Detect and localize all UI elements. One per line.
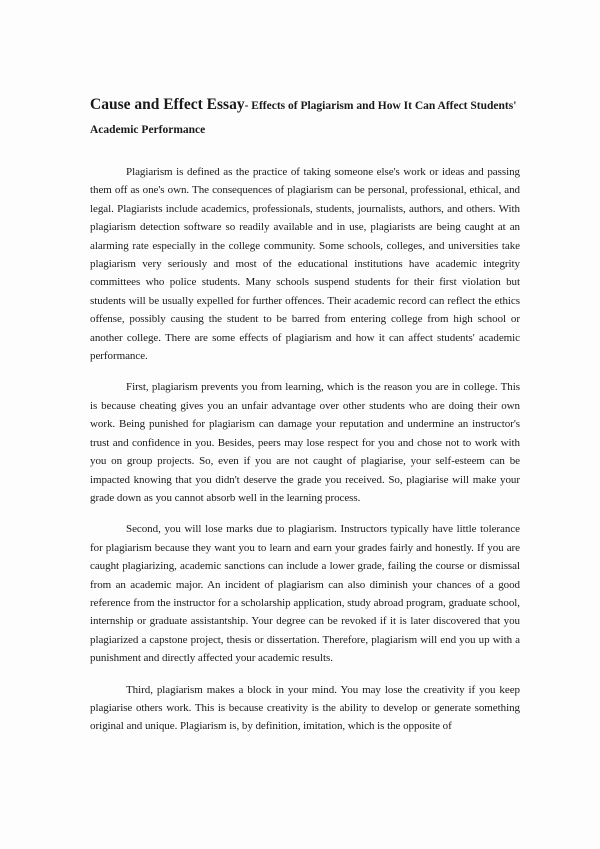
title-subtitle: - Effects of Plagiarism and How It Can Affect Students' [244,100,517,112]
title-main: Cause and Effect Essay [90,96,245,113]
title-subtitle-continued: Academic Performance [90,124,206,136]
paragraph-first-effect: First, plagiarism prevents you from learning, which is the reason you are in college. This is because cheating gives you an unfair advantage over other students who are doing their own work. Being punished for plagiarism can damage your reputation and undermine an instructor's trust and confidence in you. Besides, peers may lose respect for you and chose not to work with you on group projects. So, even if you are not caught of plagiarise, your self-esteem can be impacted knowing that you didn't deserve the grade you received. So, plagiarise will make your grade down as you cannot absorb well in the learning process. [90,381,520,504]
essay-title [90,92,520,143]
paragraph-second-effect: Second, you will lose marks due to plagiarism. Instructors typically have little tolerance for plagiarism because they want you to learn and earn your grades fairly and honestly. If you are caught plagiarizing, academic sanctions can include a lower grade, failing the course or dismissal from an academic major. An incident of plagiarism can also diminish your chances of a good reference from the instructor for a scholarship application, study abroad program, graduate school, internship or graduate assistantship. Your degree can be revoked if it is later discovered that you plagiarized a capstone project, thesis or dissertation. Therefore, plagiarism will end you up with a punishment and directly affected your academic results. [90,523,520,665]
paragraph-introduction: Plagiarism is defined as the practice of taking someone else's work or ideas and passing them off as one's own. The consequences of plagiarism can be personal, professional, ethical, and legal. Plagiarists include academics, professionals, students, journalists, authors, and others. With plagiarism detection software so readily available and in use, plagiarists are being caught at an alarming rate especially in the college community. Some schools, colleges, and universities take plagiarism very seriously and most of the educational institutions have academic integrity committees who police students. Many schools suspend students for their first violation but students will be usually expelled for further offences. Their academic record can reflect the ethics offense, possibly causing the student to be barred from entering college from high school or another college. There are some effects of plagiarism and how it can affect students' academic performance. [90,166,520,363]
paragraph-third-effect: Third, plagiarism makes a block in your mind. You may lose the creativity if you keep plagiarise others work. This is because creativity is the ability to develop or generate something original and unique. Plagiarism is, by definition, imitation, which is the opposite of [90,683,520,733]
